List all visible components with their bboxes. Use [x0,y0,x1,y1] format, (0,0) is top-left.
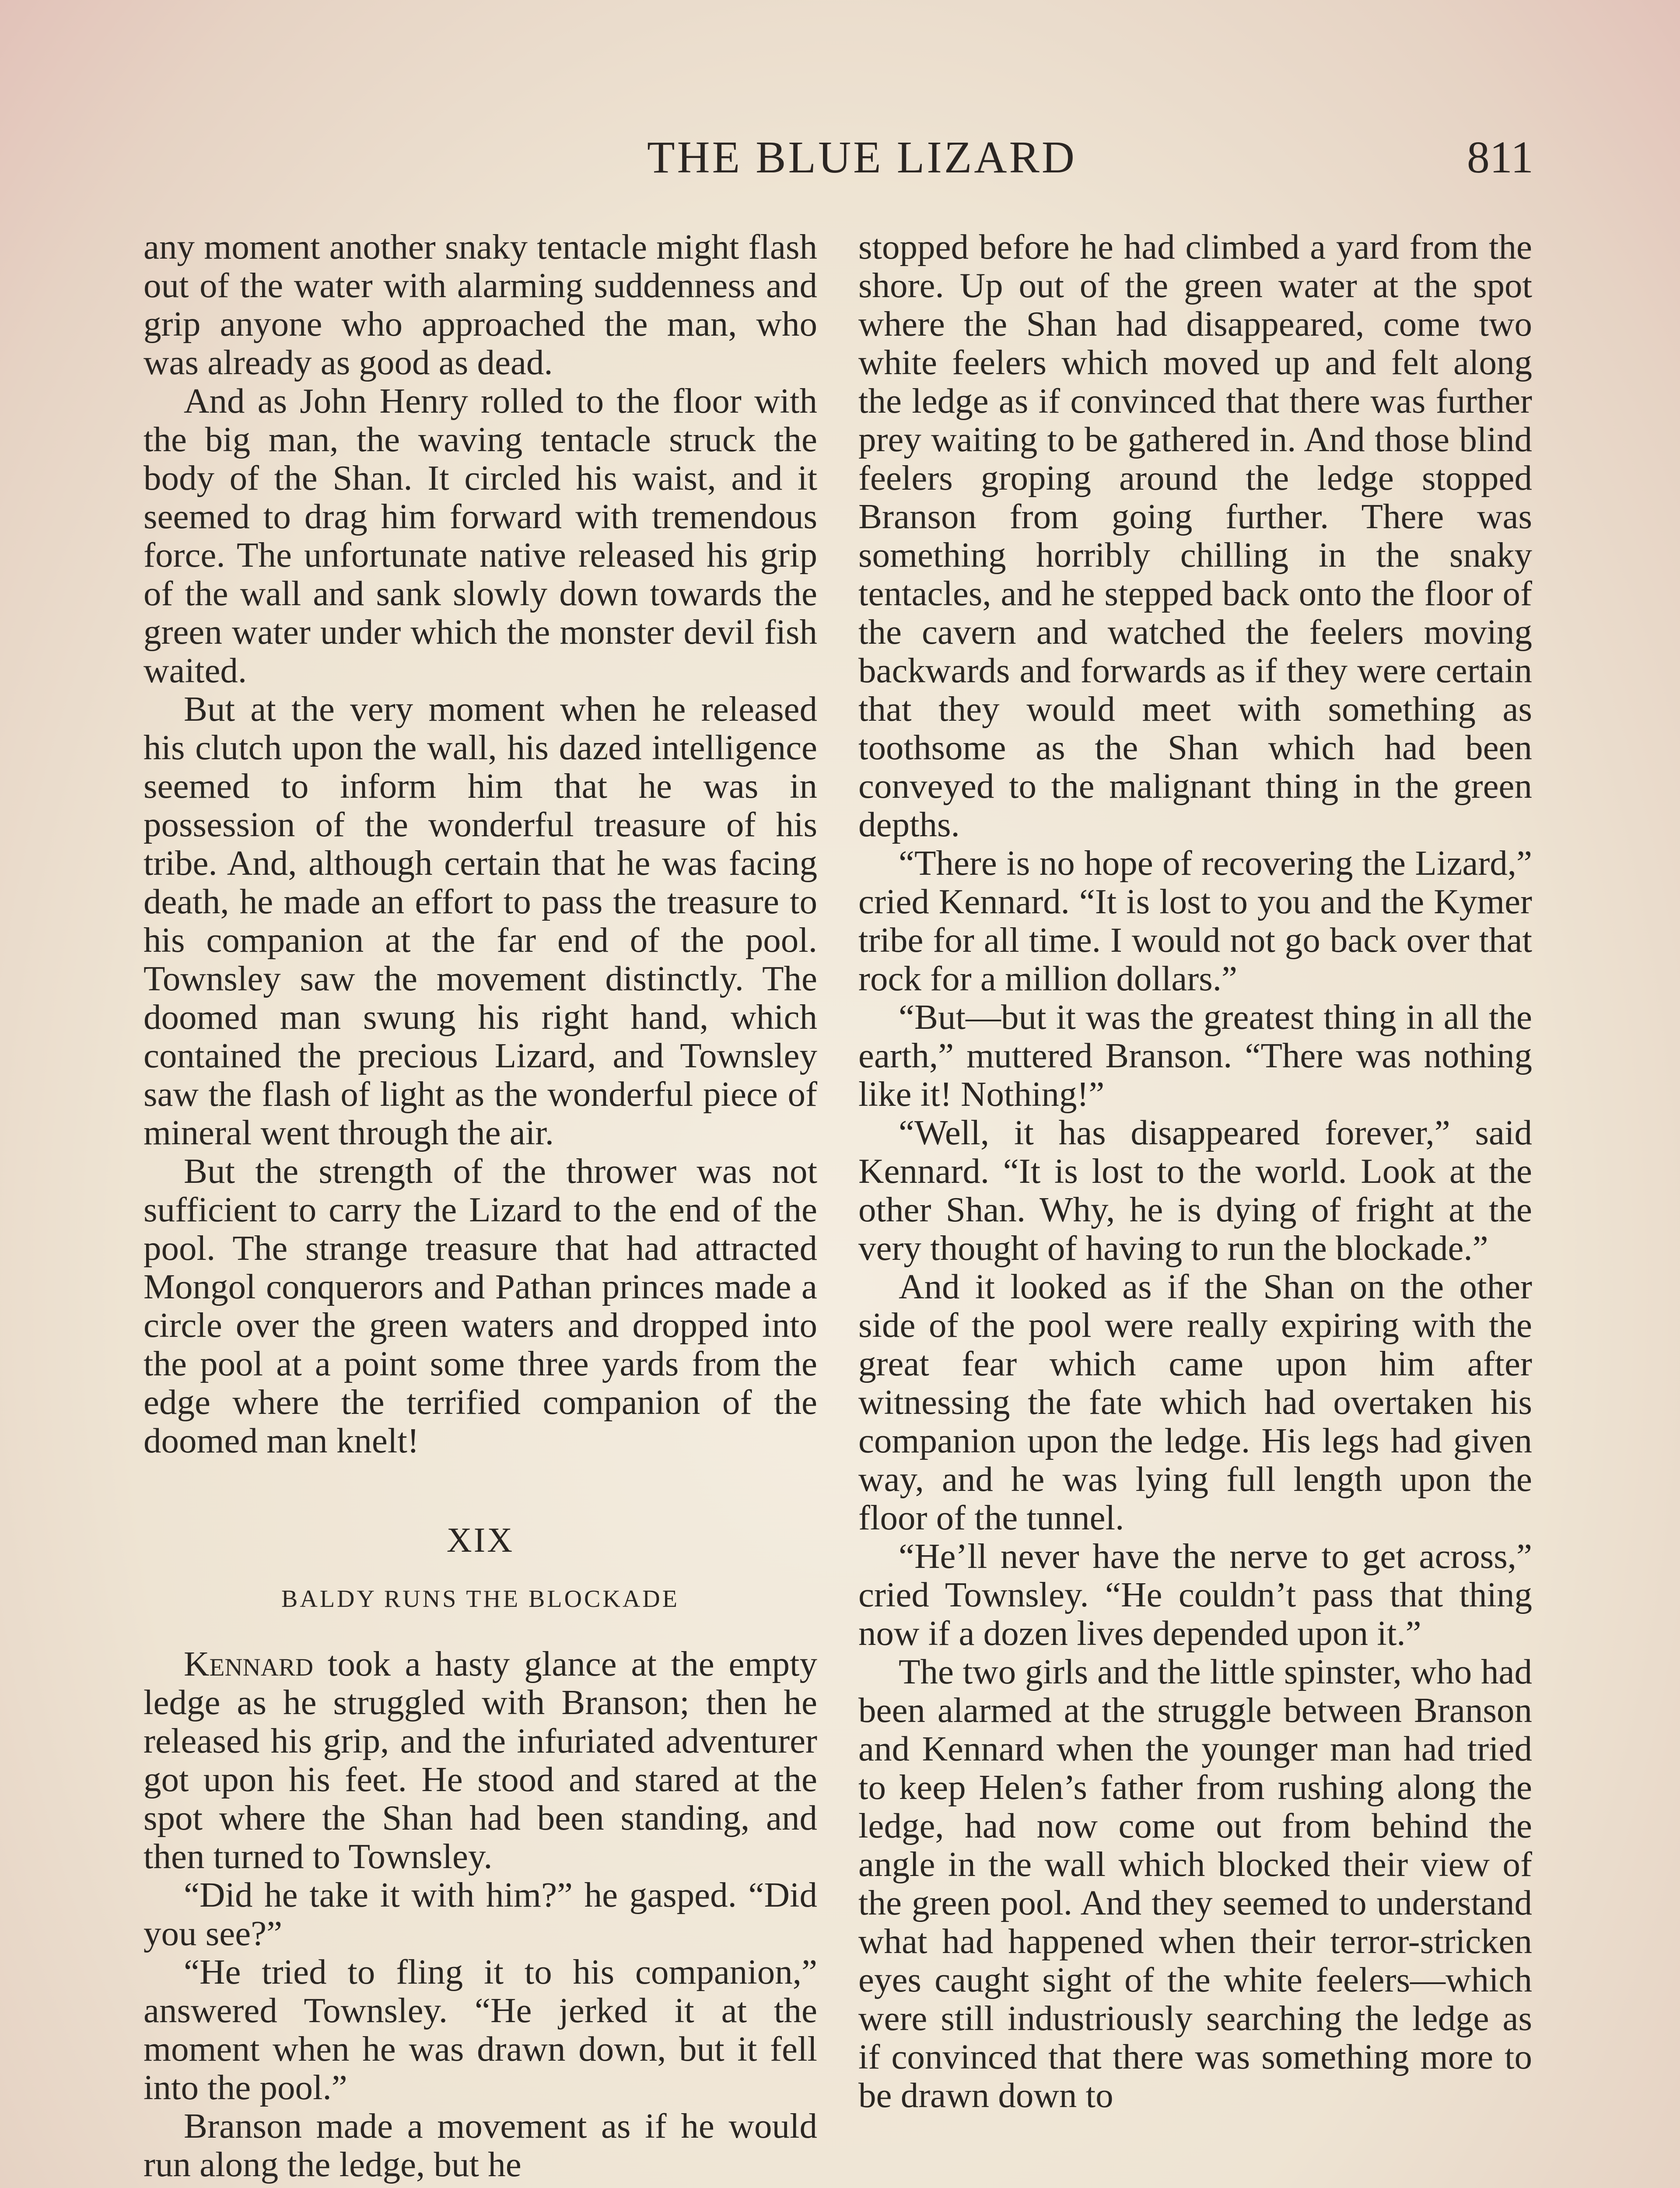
chapter-lead-word: Kennard [184,1644,313,1683]
paragraph-text: took a hasty glance at the empty ledge as he struggled with Branson; then he released his grip, and the infuriated adventurer got upon his feet. He stood and stared at the spot where the Shan had been standing, and then turned to Townsley. [144,1644,817,1876]
paragraph: “Well, it has disappeared forever,” said Kennard. “It is lost to the world. Look at the other Shan. Why, he is dying of fright at the very thought of having to run the blockade.” [858,1113,1532,1268]
paragraph [144,1645,817,1876]
paragraph: But the strength of the thrower was not sufficient to carry the Lizard to the end of the pool. The strange treasure that had attracted Mongol conquerors and Pathan princes made a circle over the green waters and dropped into the pool at a point some three yards from the edge where the terrified companion of the doomed man knelt! [144,1151,817,1460]
paragraph: “But—but it was the greatest thing in all the earth,” muttered Branson. “There was nothing like it! Nothing!” [858,997,1532,1114]
paragraph: “There is no hope of recovering the Lizard,” cried Kennard. “It is lost to you and the Kymer tribe for all time. I would not go back over that rock for a million dollars.” [858,843,1532,998]
running-title: THE BLUE LIZARD [647,132,1077,182]
chapter-number: XIX [446,1521,514,1560]
paragraph: “He’ll never have the nerve to get across,” cried Townsley. “He couldn’t pass that thing now if a dozen lives depended upon it.” [858,1536,1532,1653]
left-column [144,228,817,2188]
paragraph: “Did he take it with him?” he gasped. “Did you see?” [144,1875,817,1953]
chapter-title: BALDY RUNS THE BLOCKADE [281,1585,679,1613]
paragraph: any moment another snaky tentacle might flash out of the water with alarming suddenness and grip anyone who approached the man, who was already as good as dead. [144,228,817,382]
right-column [858,228,1532,2188]
paragraph: Branson made a movement as if he would run along the ledge, but he [144,2106,817,2184]
paragraph: And as John Henry rolled to the floor with the big man, the waving tentacle struck the body of the Shan. It circled his waist, and it seemed to drag him forward with tremendous force. The unfortunate native released his grip of the wall and sank slowly down towards the green water under which the monster devil fish waited. [144,381,817,690]
paragraph: And it looked as if the Shan on the other side of the pool were really expiring with the great fear which came upon him after witnessing the fate which had overtaken his companion upon the ledge. His legs had given way, and he was lying full length upon the floor of the tunnel. [858,1267,1532,1537]
paragraph: “He tried to fling it to his companion,” answered Townsley. “He jerked it at the moment when he was drawn down, but it fell into the pool.” [144,1952,817,2107]
page-number: 811 [1466,132,1533,182]
paragraph: The two girls and the little spinster, who had been alarmed at the struggle between Branson and Kennard when the younger man had tried to keep Helen’s father from rushing along the ledge, had now come out from behind the angle in the wall which blocked their view of the green pool. And they seemed to understand what had happened when their terror-stricken eyes caught sight of the white feelers—which were still industriously searching the ledge as if convinced that there was something more to be drawn down to [858,1652,1532,2115]
paragraph: stopped before he had climbed a yard from the shore. Up out of the green water at the spot where the Shan had disappeared, come two white feelers which moved up and felt along the ledge as if convinced that there was further prey waiting to be gathered in. And those blind feelers groping around the ledge stopped Branson from going further. There was something horribly chilling in the snaky tentacles, and he stepped back onto the floor of the cavern and watched the feelers moving backwards and forwards as if they were certain that they would meet with something as toothsome as the Shan which had been conveyed to the malignant thing in the green depths. [858,228,1532,844]
paragraph: But at the very moment when he released his clutch upon the wall, his dazed intelligence seemed to inform him that he was in possession of the wonderful treasure of his tribe. And, although certain that he was facing death, he made an effort to pass the treasure to his companion at the far end of the pool. Townsley saw the movement distinctly. The doomed man swung his right hand, which contained the precious Lizard, and Townsley saw the flash of light as the wonderful piece of mineral went through the air. [144,689,817,1152]
